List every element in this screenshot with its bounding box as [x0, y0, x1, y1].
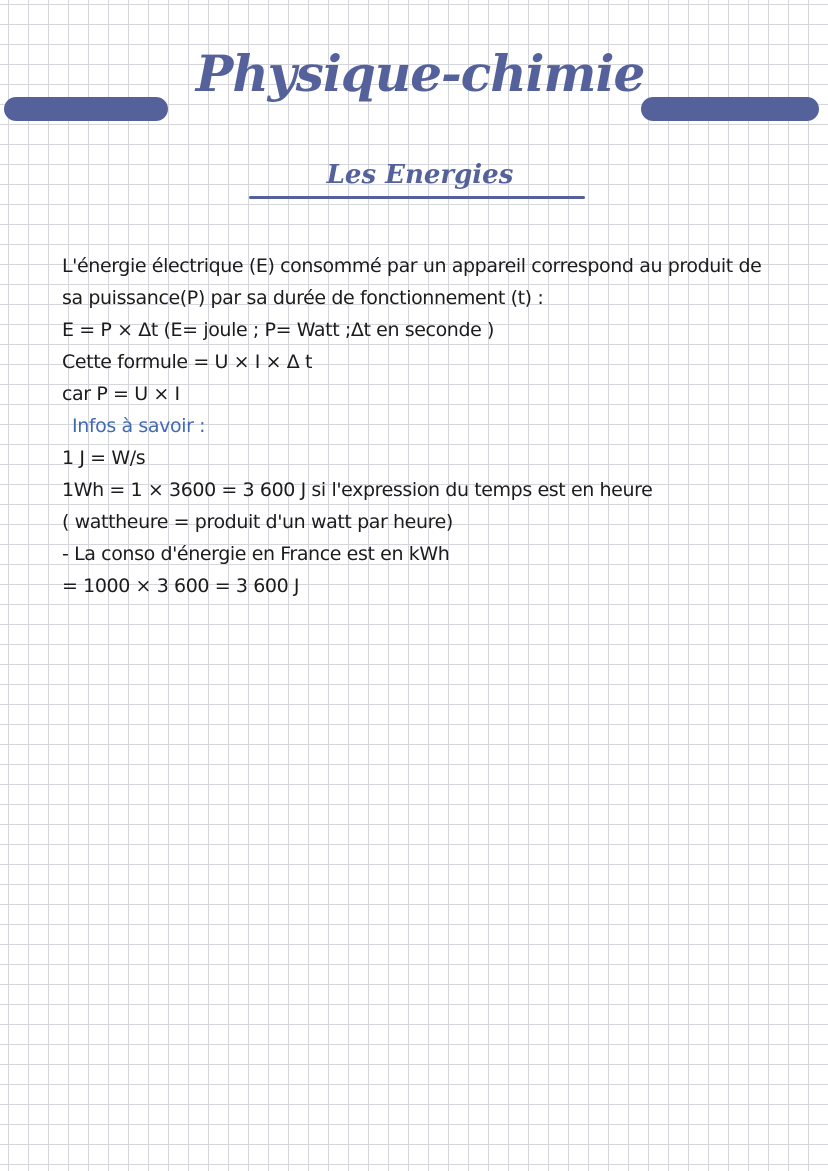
note-line: ( wattheure = produit d'un watt par heure) [62, 511, 453, 533]
note-line: L'énergie électrique (E) consommé par un appareil correspond au produit de [62, 255, 762, 277]
page-subtitle: Les Energies [326, 160, 514, 190]
note-line: - La conso d'énergie en France est en kWh [62, 543, 450, 565]
note-line: sa puissance(P) par sa durée de fonctionnement (t) : [62, 287, 544, 309]
subtitle-underline [249, 196, 585, 199]
formula-line: E = P × Δt (E= joule ; P= Watt ;Δt en seconde ) [62, 319, 495, 341]
note-line: = 1000 × 3 600 = 3 600 J [62, 575, 300, 597]
note-line: 1Wh = 1 × 3600 = 3 600 J si l'expression du temps est en heure [62, 479, 653, 501]
info-heading: Infos à savoir : [72, 415, 206, 437]
note-line: 1 J = W/s [62, 447, 146, 469]
page-title: Physique-chimie [195, 44, 645, 103]
notes-content [62, 250, 807, 602]
formula-line: Cette formule = U × I × Δ t [62, 351, 313, 373]
decorative-bar-left [4, 97, 168, 121]
formula-line: car P = U × I [62, 383, 180, 405]
